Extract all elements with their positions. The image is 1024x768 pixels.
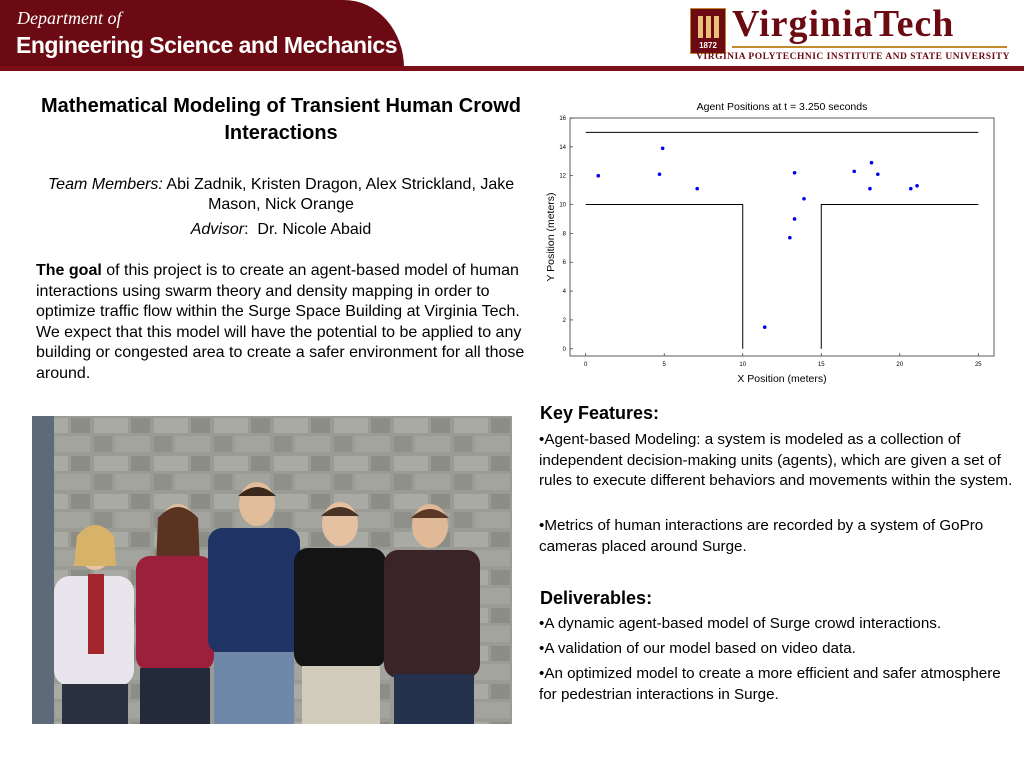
goal-lead: The goal	[36, 262, 102, 279]
deliverable-item-2: •A validation of our model based on video data.	[539, 640, 856, 657]
vt-underline	[732, 46, 1007, 48]
department-banner	[0, 0, 404, 68]
agent-point	[876, 172, 880, 176]
deliverable-item-1: •A dynamic agent-based model of Surge crowd interactions.	[539, 615, 942, 632]
y-axis-label: Y Position (meters)	[545, 192, 557, 282]
x-tick-label: 5	[662, 362, 666, 368]
advisor-name: Dr. Nicole Abaid	[257, 221, 372, 238]
seal-pillar	[714, 16, 719, 38]
x-tick-label: 10	[739, 362, 747, 368]
key-feature-item-1: •Agent-based Modeling: a system is modeled as a collection of independent decision-making units (agents), which are given a set of rules to execute different behaviors and movements within the system.	[539, 431, 1013, 489]
header-rule	[0, 66, 1024, 71]
agent-point	[852, 170, 856, 174]
deliverable-item-3: •An optimized model to create a more efficient and safer atmosphere for pedestrian interactions in Surge.	[539, 665, 1001, 703]
team-photo-graphic	[32, 416, 512, 724]
team-photo	[32, 416, 512, 724]
key-features-heading: Key Features:	[540, 403, 660, 423]
seal-pillar	[698, 16, 703, 38]
agent-point	[870, 161, 874, 165]
x-tick-label: 25	[974, 362, 982, 368]
agent-point	[695, 187, 699, 191]
team-members	[36, 175, 526, 215]
key-feature-item-2: •Metrics of human interactions are recorded by a system of GoPro cameras placed around Surge.	[539, 517, 984, 555]
agent-point	[596, 174, 600, 178]
department-name: Engineering Science and Mechanics	[16, 32, 398, 58]
y-tick-label: 4	[562, 289, 566, 296]
agent-point	[788, 236, 792, 240]
advisor-label: Advisor	[190, 221, 245, 238]
chart-title: Agent Positions at t = 3.250 seconds	[696, 101, 868, 113]
virginia-tech-logo	[690, 4, 1010, 64]
deliverables-heading: Deliverables:	[540, 588, 653, 608]
team-names: Abi Zadnik, Kristen Dragon, Alex Strickland, Jake Mason, Nick Orange	[166, 176, 515, 213]
x-axis-label: X Position (meters)	[737, 373, 827, 385]
vt-subtitle: VIRGINIA POLYTECHNIC INSTITUTE AND STATE UNIVERSITY	[696, 52, 1010, 62]
poster-title: Mathematical Modeling of Transient Human Crowd Interactions	[40, 95, 522, 144]
y-tick-label: 2	[562, 317, 566, 324]
y-tick-label: 0	[562, 346, 566, 353]
y-tick-label: 12	[559, 173, 566, 180]
agent-point	[793, 217, 797, 221]
agent-point	[658, 172, 662, 176]
agent-point	[868, 187, 872, 191]
agent-point	[763, 325, 767, 329]
agent-point	[915, 184, 919, 188]
y-tick-label: 8	[562, 231, 566, 238]
agent-point	[909, 187, 913, 191]
agent-point	[793, 171, 797, 175]
agent-point	[802, 197, 806, 201]
seal-pillar	[706, 16, 711, 38]
agent-positions-chart	[540, 96, 1010, 386]
x-tick-label: 20	[896, 362, 904, 368]
department-label: Department of	[17, 8, 122, 28]
team-label: Team Members:	[47, 176, 163, 193]
y-tick-label: 10	[559, 202, 566, 209]
x-tick-label: 0	[584, 362, 588, 368]
y-tick-label: 6	[562, 260, 566, 267]
seal-year: 1872	[699, 41, 717, 50]
advisor: Advisor: Dr. Nicole Abaid	[190, 221, 372, 238]
vt-wordmark: VirginiaTech	[732, 3, 955, 45]
vt-seal-icon	[690, 8, 726, 54]
plot-area	[570, 118, 994, 356]
y-tick-label: 14	[559, 144, 566, 151]
x-tick-label: 15	[817, 362, 825, 368]
goal-paragraph	[36, 261, 526, 384]
y-tick-label: 16	[559, 116, 566, 122]
chart-svg	[540, 96, 1010, 386]
goal-text: of this project is to create an agent-based model of human interactions using swarm theory and density mapping in order to optimize traffic flow within the Surge Space Building at Virginia Tech. We expect that this model will have the potential to be applied to any building or congested area to create a safer environment for all those around.	[36, 262, 525, 382]
agent-point	[661, 146, 665, 150]
